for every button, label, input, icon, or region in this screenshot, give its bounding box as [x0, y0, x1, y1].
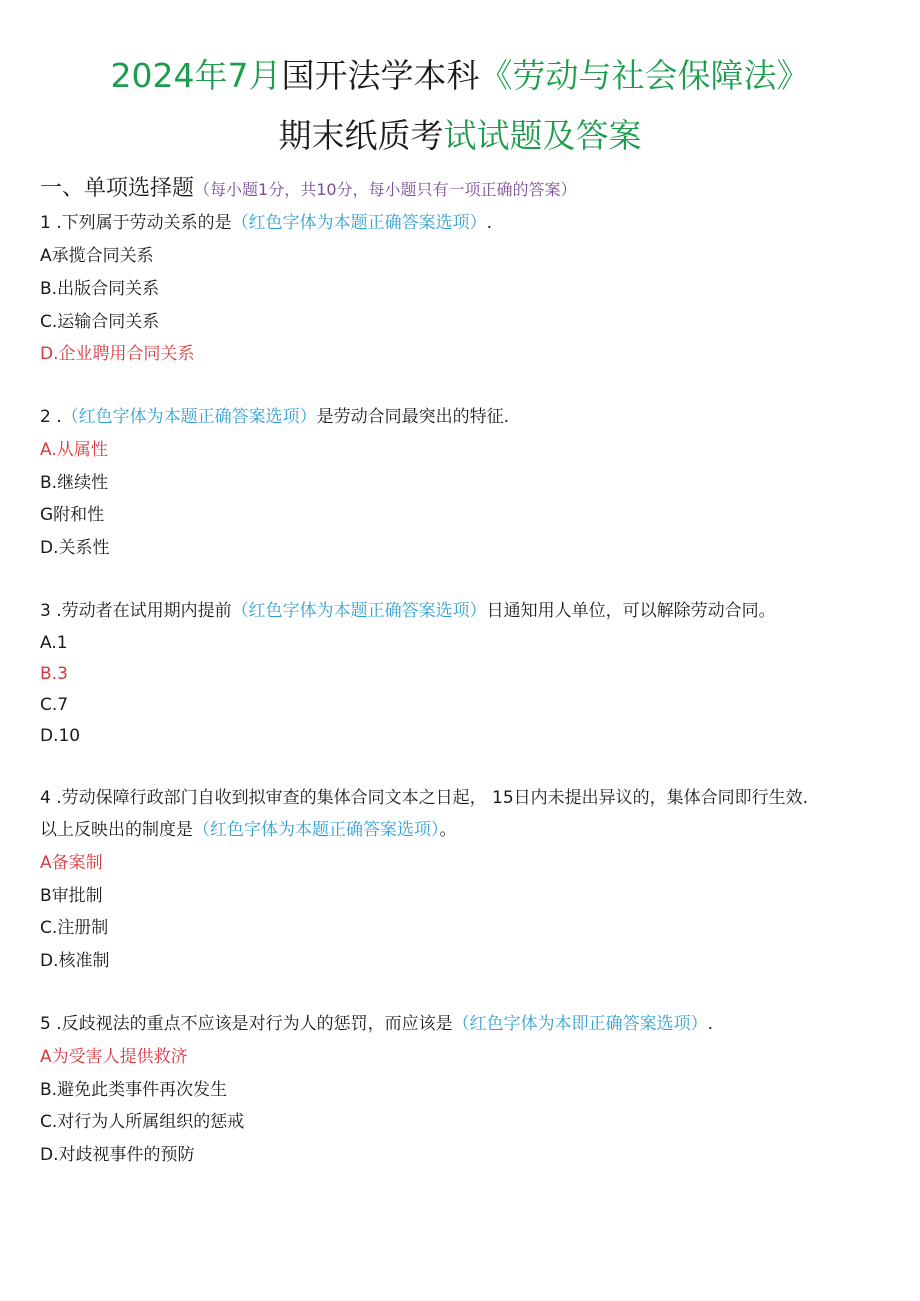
title-program: 国开法学本科 — [281, 56, 480, 95]
question-4-stem-continued — [40, 817, 457, 843]
question-4-option-b: B审批制 — [40, 886, 103, 906]
question-5-option-b: B.避免此类事件再次发生 — [40, 1080, 228, 1100]
answer-hint: （红色字体为本题正确答案选项） — [61, 407, 317, 427]
answer-hint: （红色字体为本题正确答案选项） — [231, 213, 487, 233]
question-text: 3 .劳动者在试用期内提前 — [40, 601, 232, 621]
section-title: 一、单项选择题 — [40, 176, 195, 201]
question-5-option-c: C.对行为人所属组织的惩戒 — [40, 1112, 245, 1132]
question-3-option-c: C.7 — [40, 695, 69, 715]
answer-hint: （红色字体为本即正确答案选项） — [452, 1014, 708, 1034]
question-2-option-c: G附和性 — [40, 505, 105, 525]
title-exam-type: 期末纸质考 — [278, 116, 444, 155]
question-5-option-d: D.对歧视事件的预防 — [40, 1145, 195, 1165]
document-title-line1 — [0, 52, 920, 100]
title-course: 《劳动与社会保障法》 — [479, 56, 810, 95]
question-4-option-d: D.核准制 — [40, 951, 110, 971]
question-suffix: 是劳动合同最突出的特征. — [316, 407, 510, 427]
question-3-stem — [40, 598, 776, 624]
question-1-option-b: B.出版合同关系 — [40, 279, 160, 299]
question-4-option-a-correct: A备案制 — [40, 853, 103, 873]
question-text: 5 .反歧视法的重点不应该是对行为人的惩罚，而应该是 — [40, 1014, 453, 1034]
question-1-option-d-correct: D.企业聘用合同关系 — [40, 344, 195, 364]
question-2-option-a-correct: A.从属性 — [40, 440, 108, 460]
question-2-option-b: B.继续性 — [40, 473, 109, 493]
question-suffix: 日通知用人单位，可以解除劳动合同。 — [486, 601, 776, 621]
question-suffix: 。 — [439, 820, 457, 840]
question-suffix: . — [707, 1014, 714, 1034]
question-3-option-d: D.10 — [40, 726, 81, 746]
answer-hint: （红色字体为本题正确答案选项） — [231, 601, 487, 621]
question-3-option-a: A.1 — [40, 633, 68, 653]
question-text: 以上反映出的制度是 — [40, 820, 193, 840]
title-date: 2024年7月 — [110, 56, 282, 95]
question-5-stem — [40, 1011, 713, 1037]
question-2-option-d: D.关系性 — [40, 538, 110, 558]
question-5-option-a-correct: A为受害人提供救济 — [40, 1047, 188, 1067]
question-text: 1 .下列属于劳动关系的是 — [40, 213, 232, 233]
question-1-option-a: A承揽合同关系 — [40, 246, 154, 266]
question-2-stem — [40, 404, 509, 430]
section-note: （每小题1分，共10分，每小题只有一项正确的答案） — [194, 180, 577, 199]
section-heading — [40, 172, 577, 207]
question-suffix: . — [486, 213, 493, 233]
question-text: 2 . — [40, 407, 62, 427]
question-1-stem — [40, 210, 492, 236]
question-1-option-c: C.运输合同关系 — [40, 312, 160, 332]
question-3-option-b-correct: B.3 — [40, 664, 68, 684]
answer-hint: （红色字体为本题正确答案选项） — [193, 820, 440, 840]
document-title-line2 — [0, 112, 920, 160]
question-4-stem: 4 .劳动保障行政部门自收到拟审查的集体合同文本之日起， 15日内未提出异议的，集体合同即行生效. — [40, 788, 809, 808]
question-4-option-c: C.注册制 — [40, 918, 109, 938]
title-suffix: 试试题及答案 — [443, 116, 642, 155]
